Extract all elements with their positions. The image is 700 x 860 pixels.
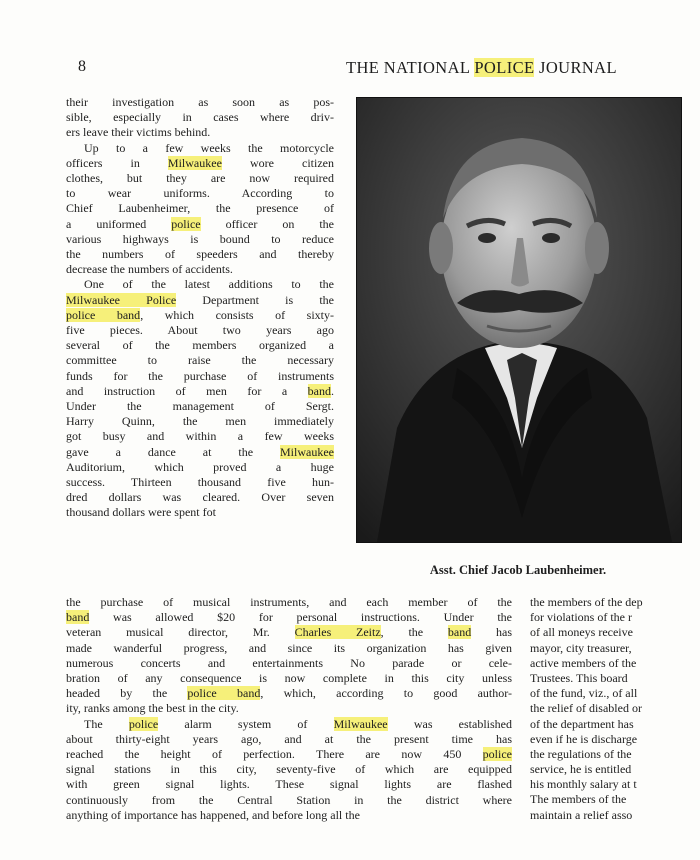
text-line: of the department has <box>530 716 634 731</box>
portrait-photo <box>356 97 682 543</box>
text-line <box>66 475 334 490</box>
text-run: officers in <box>66 155 168 170</box>
text-line <box>66 414 334 429</box>
bottom-text-column <box>66 595 512 823</box>
text-run: The <box>84 716 129 731</box>
text-run: alarm system of <box>158 716 334 731</box>
text-run: anything of importance has happened, and before long all the <box>66 807 360 822</box>
text-run: was established <box>387 716 513 731</box>
text-line <box>66 232 334 247</box>
text-line: service, he is entitled <box>530 762 632 777</box>
text-line <box>66 201 334 216</box>
text-run: . <box>331 383 334 398</box>
text-line: the regulations of the <box>530 746 632 761</box>
text-line <box>66 156 334 171</box>
text-line <box>66 95 334 110</box>
highlighted-term: band <box>447 625 472 640</box>
text-run: ers leave their victims behind. <box>66 125 211 140</box>
text-run: got busy and within a few weeks <box>66 429 334 444</box>
text-run: a uniformed <box>66 216 172 231</box>
highlighted-term: police band <box>66 307 141 322</box>
text-line <box>66 505 334 520</box>
text-line: of all moneys receive <box>530 625 633 640</box>
highlighted-term: police <box>128 716 159 731</box>
text-run: made wanderful progress, and since its organization has given <box>66 640 512 655</box>
text-line <box>66 641 512 656</box>
text-run: Chief Laubenheimer, the presence of <box>66 201 334 216</box>
journal-title-part: JOURNAL <box>534 58 617 77</box>
text-run: has <box>471 625 512 640</box>
text-run: , which, according to good author- <box>260 686 512 701</box>
text-line: active members of the <box>530 655 637 670</box>
text-line <box>66 399 334 414</box>
text-line <box>66 445 334 460</box>
text-run: to wear uniforms. According to <box>66 186 334 201</box>
page-number: 8 <box>78 58 86 75</box>
text-line <box>66 247 334 262</box>
text-run: their investigation as soon as pos- <box>66 95 334 109</box>
text-line <box>66 338 334 353</box>
text-run: dred dollars was cleared. Over seven <box>66 490 334 505</box>
journal-title-part: THE NATIONAL <box>346 58 475 77</box>
highlighted-term: Milwaukee <box>280 444 334 459</box>
text-run: about thirty-eight years ago, and at the present time has <box>66 731 512 746</box>
text-line <box>66 490 334 505</box>
text-line: his monthly salary at t <box>530 777 637 792</box>
text-line <box>66 110 334 125</box>
text-run: sible, especially in cases where driv- <box>66 110 334 125</box>
text-line: mayor, city treasurer, <box>530 640 632 655</box>
text-line <box>66 808 512 823</box>
text-line <box>66 762 512 777</box>
text-line <box>66 777 512 792</box>
text-run: , the <box>380 625 448 640</box>
text-run: thousand dollars were spent fot <box>66 505 216 520</box>
text-line: the relief of disabled or <box>530 701 642 716</box>
text-run: Under the management of Sergt. <box>66 399 334 414</box>
text-line <box>66 125 334 140</box>
highlighted-term: Milwaukee <box>167 155 222 170</box>
highlighted-term: Milwaukee <box>333 716 388 731</box>
text-line: The members of the <box>530 792 627 807</box>
highlighted-term: Charles Zeitz <box>294 625 381 640</box>
text-run: Up to a few weeks the motorcycle <box>84 140 334 155</box>
text-line <box>66 293 334 308</box>
text-line <box>66 323 334 338</box>
text-line <box>66 732 512 747</box>
text-line <box>66 671 512 686</box>
text-run: numerous concerts and entertainments No parade or cele- <box>66 655 512 670</box>
text-line <box>66 141 334 156</box>
text-run: with green signal lights. These signal lights are flashed <box>66 777 512 792</box>
text-line <box>66 277 334 292</box>
text-run: ity, ranks among the best in the city. <box>66 701 239 716</box>
text-line <box>66 595 512 610</box>
text-line: the members of the dep <box>530 595 643 609</box>
journal-title <box>346 58 700 78</box>
text-run: Department is the <box>176 292 334 307</box>
highlighted-term: police <box>482 747 512 762</box>
text-run: the purchase of musical instruments, and each member of the <box>66 595 512 609</box>
text-line <box>66 171 334 186</box>
text-run: was allowed $20 for personal instructions. Under the <box>89 610 512 625</box>
text-line <box>66 186 334 201</box>
text-run: Harry Quinn, the men immediately <box>66 414 334 429</box>
highlighted-term: band <box>66 610 90 625</box>
text-run: Auditorium, which proved a huge <box>66 459 334 474</box>
text-run: and instruction of men for a <box>66 383 308 398</box>
text-run: five pieces. About two years ago <box>66 323 334 338</box>
text-line: for violations of the r <box>530 610 632 625</box>
text-run: bration of any consequence is now complete in this city unless <box>66 671 512 686</box>
text-line: maintain a relief asso <box>530 807 633 822</box>
text-run: various highways is bound to reduce <box>66 231 334 246</box>
text-line: Trustees. This board <box>530 670 628 685</box>
text-run: several of the members organized a <box>66 338 334 353</box>
text-run: clothes, but they are now required <box>66 171 334 186</box>
text-run: One of the latest additions to the <box>84 277 334 292</box>
text-line <box>66 353 334 368</box>
text-run: continuously from the Central Station in the district where <box>66 792 512 807</box>
text-line <box>66 625 512 640</box>
text-line <box>66 686 512 701</box>
text-line <box>66 610 512 625</box>
text-line <box>66 308 334 323</box>
text-run: wore citizen <box>221 155 334 170</box>
text-line <box>66 701 512 716</box>
text-line <box>66 262 334 277</box>
left-text-column <box>66 95 334 521</box>
text-line: of the fund, viz., of all <box>530 686 638 701</box>
text-run: success. Thirteen thousand five hun- <box>66 475 334 490</box>
text-line <box>66 217 334 232</box>
text-run: headed by the <box>66 686 188 701</box>
highlighted-term: band <box>307 383 331 398</box>
text-run: the numbers of speeders and thereby <box>66 247 334 262</box>
text-run: , which consists of sixty- <box>140 307 334 322</box>
highlighted-term: police <box>171 216 201 231</box>
text-run: signal stations in this city, seventy-five of which are equipped <box>66 762 512 777</box>
journal-title-highlight: POLICE <box>474 58 535 77</box>
text-run: decrease the numbers of accidents. <box>66 262 233 277</box>
text-run: reached the height of perfection. There are now 450 <box>66 747 483 762</box>
highlighted-term: police band <box>187 686 261 701</box>
text-run: committee to raise the necessary <box>66 353 334 368</box>
text-line <box>66 384 334 399</box>
text-line <box>66 747 512 762</box>
text-line <box>66 369 334 384</box>
text-run: funds for the purchase of instruments <box>66 368 334 383</box>
text-line <box>66 429 334 444</box>
text-run: veteran musical director, Mr. <box>66 625 295 640</box>
text-run: officer on the <box>200 216 335 231</box>
text-line <box>66 793 512 808</box>
text-line <box>66 460 334 475</box>
text-line <box>66 717 512 732</box>
right-text-column <box>530 595 700 823</box>
text-line: even if he is discharge <box>530 731 638 746</box>
text-run: gave a dance at the <box>66 444 281 459</box>
photo-caption: Asst. Chief Jacob Laubenheimer. <box>429 563 607 577</box>
highlighted-term: Milwaukee Police <box>66 292 177 307</box>
text-line <box>66 656 512 671</box>
